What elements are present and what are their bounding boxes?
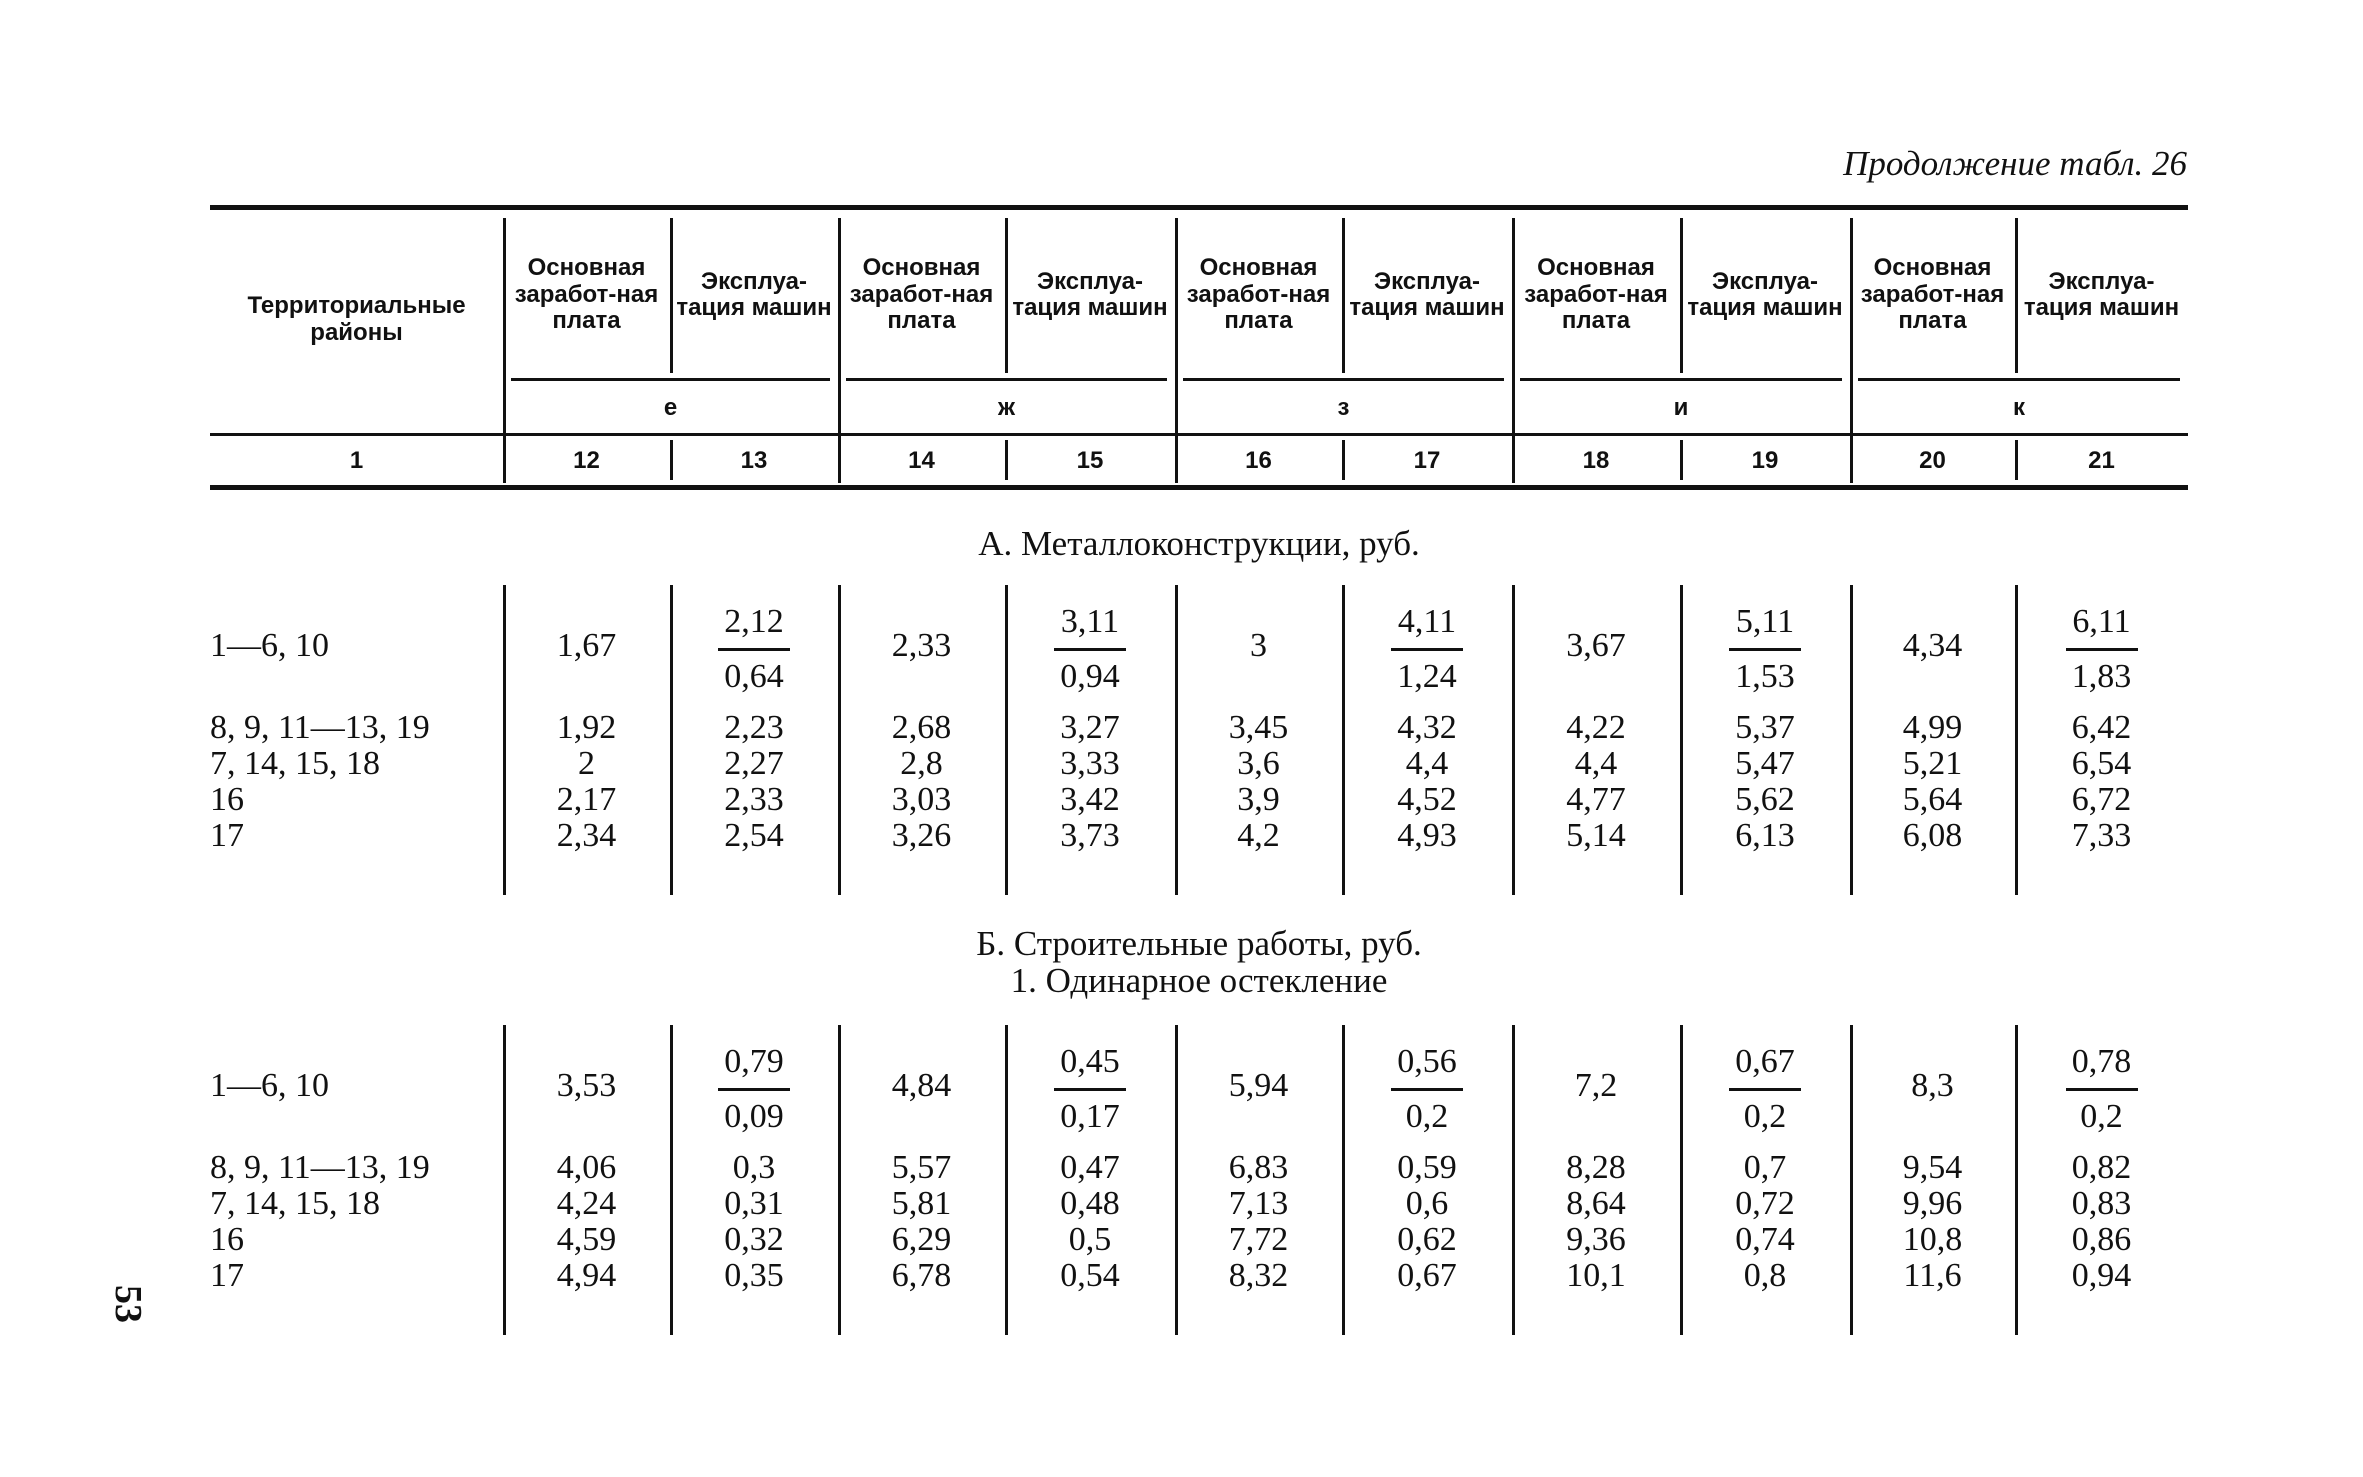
cell-value: 4,77 [1566,781,1626,818]
group-rule [511,378,830,381]
cell-value: 5,14 [1566,817,1626,854]
header-divider [838,218,841,483]
header-divider [1005,440,1008,480]
cell-value: 5,57 [891,1149,952,1186]
section-b-value-column [503,1150,670,1294]
header-col-label: Эксплуа-тация машин [1349,267,1505,321]
region-name: 8, 9, 11—13, 19 [210,709,430,746]
section-a-base-value: 2,33 [891,627,952,664]
col-number: 16 [1245,446,1272,474]
col-number: 20 [1919,446,1946,474]
cell-value: 1,92 [556,709,617,746]
fraction-denominator: 0,09 [724,1098,784,1135]
header-col-label: Эксплуа-тация машин [1687,267,1843,321]
section-b-value-column [2015,1150,2188,1294]
cell-value: 0,83 [2071,1185,2132,1222]
cell-value: 0,35 [724,1257,784,1294]
section-a-title: А. Металлоконструкции, руб. [978,524,1420,563]
cell-value: 5,47 [1735,745,1795,782]
cell-value: 4,32 [1397,709,1457,746]
fraction-numerator: 0,45 [1054,1040,1126,1091]
col-number: 12 [573,446,600,474]
cell-value: 4,2 [1237,817,1280,854]
fraction-numerator: 2,12 [718,600,790,651]
header-divider [2015,440,2018,480]
header-col-label: Основная заработ-ная плата [1860,254,2005,335]
header-divider [1512,218,1515,483]
section-b-value-column [1512,1150,1680,1294]
section-b-title: Б. Строительные работы, руб. [976,924,1422,963]
cell-value: 10,1 [1566,1257,1626,1294]
group-rule [1858,378,2180,381]
fraction-denominator: 0,17 [1060,1098,1120,1135]
header-col-label: Эксплуа-тация машин [676,267,832,321]
cell-value: 2,23 [724,709,784,746]
header-col-label: Основная заработ-ная плата [849,254,994,335]
cell-value: 0,31 [724,1185,784,1222]
cell-value: 6,08 [1902,817,1963,854]
cell-value: 7,72 [1228,1221,1289,1258]
cell-value: 6,78 [891,1257,952,1294]
fraction-numerator: 0,78 [2066,1040,2138,1091]
fraction-denominator: 1,24 [1397,658,1457,695]
col-number: 18 [1582,446,1610,474]
section-b-value-column [670,1150,838,1294]
section-b-base-value: 8,3 [1911,1067,1954,1104]
cell-value: 7,13 [1228,1185,1289,1222]
fraction-denominator: 1,83 [2071,658,2132,695]
fraction-denominator: 0,2 [1405,1098,1449,1135]
cell-value: 4,93 [1397,817,1457,854]
cell-value: 0,74 [1735,1221,1795,1258]
cell-value: 0,82 [2071,1149,2132,1186]
fraction-denominator: 0,2 [2080,1098,2123,1135]
section-b-region-first: 1—6, 10 [210,1067,329,1104]
table-top-rule [210,205,2188,210]
fraction-denominator: 0,94 [1060,658,1120,695]
cell-value: 3,03 [891,781,952,818]
section-a-value-column [1342,710,1512,854]
cell-value: 2 [578,745,595,782]
section-a-value-column [838,710,1005,854]
section-a-value-column [1175,710,1342,854]
cell-value: 7,33 [2071,817,2132,854]
cell-value: 3,6 [1237,745,1280,782]
fraction-numerator: 0,56 [1391,1040,1463,1091]
fraction-numerator: 0,67 [1729,1040,1801,1091]
cell-value: 9,54 [1902,1149,1963,1186]
header-region-label: Территориальные районы [247,292,466,346]
section-a-fraction [2015,600,2188,699]
cell-value: 4,06 [556,1149,617,1186]
cell-value: 5,62 [1735,781,1795,818]
cell-value: 4,4 [1574,745,1618,782]
header-divider [1850,218,1853,483]
header-divider [2015,218,2018,373]
section-a-base-value: 1,67 [556,627,617,664]
fraction-numerator: 3,11 [1054,600,1126,651]
cell-value: 0,8 [1743,1257,1787,1294]
cell-value: 0,86 [2071,1221,2132,1258]
section-a-value-column [1512,710,1680,854]
cell-value: 5,37 [1735,709,1795,746]
header-col-label: Эксплуа-тация машин [1012,267,1168,321]
region-name: 17 [210,1257,244,1294]
cell-value: 0,6 [1405,1185,1449,1222]
cell-value: 6,29 [891,1221,952,1258]
header-col-label: Основная заработ-ная плата [514,254,659,335]
cell-value: 0,47 [1060,1149,1120,1186]
section-a-region-first: 1—6, 10 [210,627,329,664]
section-b-subtitle: 1. Одинарное остекление [1010,961,1388,1000]
cell-value: 8,28 [1566,1149,1626,1186]
fraction-numerator: 4,11 [1391,600,1463,651]
section-b-value-column [1005,1150,1175,1294]
cell-value: 6,54 [2071,745,2132,782]
cell-value: 4,59 [556,1221,617,1258]
col-number: 1 [349,446,364,474]
header-bottom-rule [210,485,2188,490]
cell-value: 0,5 [1068,1221,1112,1258]
cell-value: 0,32 [724,1221,784,1258]
header-col-label: Основная заработ-ная плата [1186,254,1331,335]
page-number: 53 [107,1285,149,1323]
fraction-denominator: 0,64 [724,658,784,695]
cell-value: 2,27 [724,745,784,782]
header-divider [1175,218,1178,483]
section-b-value-column [838,1150,1005,1294]
section-a-value-column [2015,710,2188,854]
cell-value: 4,94 [556,1257,617,1294]
section-b-base-value: 4,84 [891,1067,952,1104]
header-divider [670,440,673,480]
group-label: и [1673,393,1689,421]
fraction-denominator: 1,53 [1735,658,1795,695]
region-name: 17 [210,817,244,854]
region-name: 8, 9, 11—13, 19 [210,1149,430,1186]
section-a-base-value: 3,67 [1566,627,1626,664]
cell-value: 3,9 [1237,781,1280,818]
fraction-numerator: 0,79 [718,1040,790,1091]
col-number: 17 [1413,446,1441,474]
cell-value: 0,54 [1060,1257,1120,1294]
col-number: 14 [908,446,935,474]
group-rule [1520,378,1842,381]
header-divider [1342,218,1345,373]
section-a-fraction [1680,600,1850,699]
cell-value: 2,8 [900,745,943,782]
section-b-fraction [1680,1040,1850,1139]
cell-value: 6,13 [1735,817,1795,854]
section-b-base-value: 5,94 [1228,1067,1289,1104]
cell-value: 11,6 [1903,1257,1962,1294]
header-col-label: Эксплуа-тация машин [2023,267,2180,321]
cell-value: 4,99 [1902,709,1963,746]
cell-value: 0,7 [1743,1149,1787,1186]
cell-value: 0,62 [1397,1221,1457,1258]
group-rule [846,378,1167,381]
section-a-region-list [210,710,430,854]
cell-value: 4,22 [1566,709,1626,746]
cell-value: 9,96 [1902,1185,1963,1222]
cell-value: 6,42 [2071,709,2132,746]
cell-value: 5,81 [891,1185,952,1222]
section-b-base-value: 7,2 [1574,1067,1618,1104]
section-a-value-column [670,710,838,854]
section-a-value-column [1850,710,2015,854]
section-a-base-value: 3 [1250,627,1267,664]
section-b-value-column [1175,1150,1342,1294]
cell-value: 4,52 [1397,781,1457,818]
cell-value: 3,33 [1060,745,1120,782]
cell-value: 4,4 [1405,745,1449,782]
header-divider [1680,440,1683,480]
cell-value: 6,83 [1228,1149,1289,1186]
header-divider [1680,218,1683,373]
fraction-denominator: 0,2 [1743,1098,1787,1135]
cell-value: 0,59 [1397,1149,1457,1186]
region-name: 16 [210,1221,244,1258]
section-a-base-value: 4,34 [1902,627,1963,664]
cell-value: 3,45 [1228,709,1289,746]
cell-value: 4,24 [556,1185,617,1222]
cell-value: 6,72 [2071,781,2132,818]
region-name: 7, 14, 15, 18 [210,745,380,782]
section-b-value-column [1342,1150,1512,1294]
col-number-rule [210,433,2188,436]
cell-value: 8,32 [1228,1257,1289,1294]
section-a-value-column [503,710,670,854]
col-number: 15 [1076,446,1104,474]
cell-value: 2,68 [891,709,952,746]
cell-value: 5,21 [1902,745,1963,782]
cell-value: 2,17 [556,781,617,818]
group-rule [1183,378,1504,381]
cell-value: 2,34 [556,817,617,854]
region-name: 7, 14, 15, 18 [210,1185,380,1222]
region-name: 16 [210,781,244,818]
group-label: е [663,393,678,421]
group-label: к [2012,393,2025,421]
group-label: ж [997,393,1015,421]
col-number: 21 [2088,446,2115,474]
cell-value: 3,42 [1060,781,1120,818]
cell-value: 0,3 [732,1149,776,1186]
section-b-fraction [2015,1040,2188,1139]
col-number: 13 [740,446,768,474]
cell-value: 3,27 [1060,709,1120,746]
header-divider [1005,218,1008,373]
cell-value: 0,94 [2071,1257,2132,1294]
cell-value: 3,73 [1060,817,1120,854]
continuation-note: Продолжение табл. 26 [1843,144,2187,183]
header-divider [1342,440,1345,480]
section-b-value-column [1850,1150,2015,1294]
section-b-fraction [1005,1040,1175,1139]
cell-value: 8,64 [1566,1185,1626,1222]
group-label: з [1337,393,1350,421]
section-b-fraction [670,1040,838,1139]
section-a-fraction [670,600,838,699]
section-a-fraction [1005,600,1175,699]
header-divider [503,218,506,483]
cell-value: 5,64 [1902,781,1963,818]
cell-value: 9,36 [1566,1221,1626,1258]
section-b-value-column [1680,1150,1850,1294]
header-col-label: Основная заработ-ная плата [1524,254,1668,335]
cell-value: 3,26 [891,817,952,854]
section-a-fraction [1342,600,1512,699]
cell-value: 2,33 [724,781,784,818]
section-b-region-list [210,1150,430,1294]
section-b-fraction [1342,1040,1512,1139]
section-a-value-column [1005,710,1175,854]
cell-value: 10,8 [1902,1221,1963,1258]
cell-value: 0,72 [1735,1185,1795,1222]
cell-value: 0,67 [1397,1257,1457,1294]
section-a-value-column [1680,710,1850,854]
cell-value: 0,48 [1060,1185,1120,1222]
section-b-base-value: 3,53 [556,1067,617,1104]
fraction-numerator: 6,11 [2066,600,2138,651]
cell-value: 2,54 [724,817,784,854]
fraction-numerator: 5,11 [1729,600,1801,651]
col-number: 19 [1751,446,1779,474]
header-divider [670,218,673,373]
